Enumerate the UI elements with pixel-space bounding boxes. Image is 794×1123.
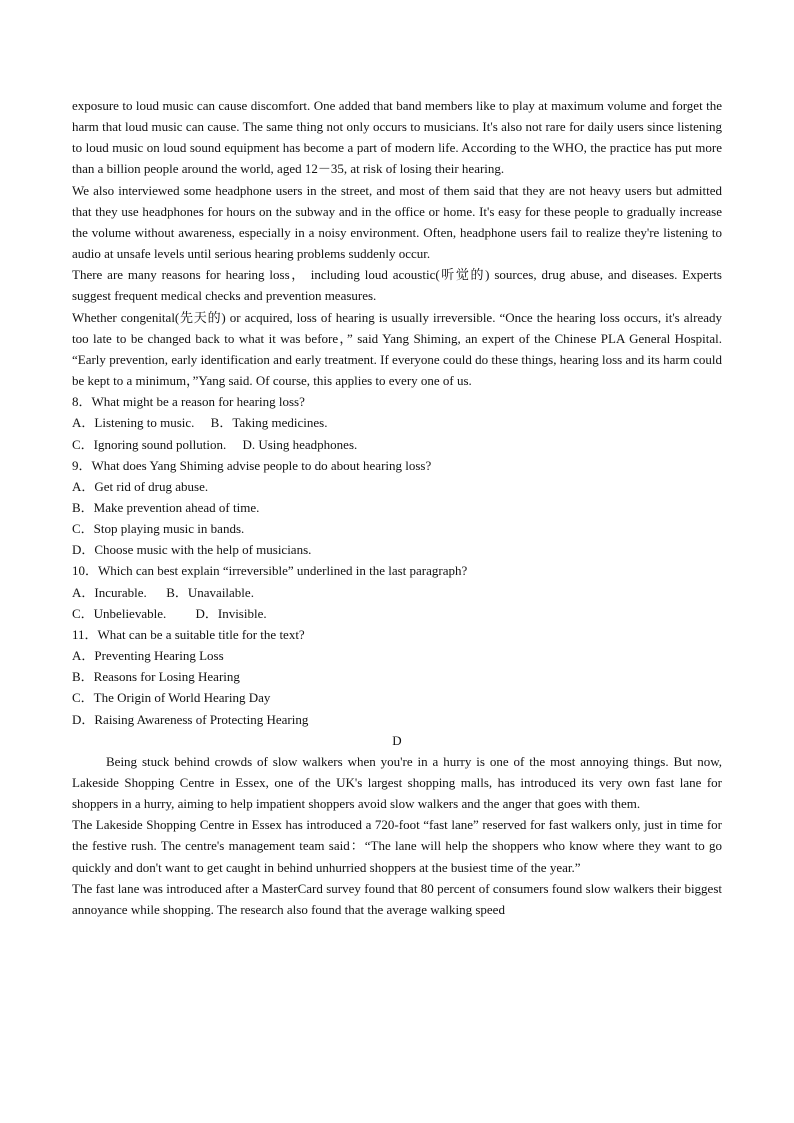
- question-stem: 8．What might be a reason for hearing loss?: [72, 394, 305, 410]
- question-10: [72, 560, 722, 623]
- passage-c-paragraph-4: Whether congenital(先天的) or acquired, loss of hearing is usually irreversible. “Once the hearing loss occurs, it's already too late to be changed back to what it was before，” said Yang Shiming, an expert of the Chinese PLA General Hospital. “Early prevention, early identification and early treatment. If everyone could do these things, hearing loss and its harm could be kept to a minimum，”Yang said. Of course, this applies to every one of us.: [72, 309, 722, 389]
- question-stem: 10．Which can best explain “irreversible” underlined in the last paragraph?: [72, 563, 468, 579]
- question-9: [72, 455, 722, 561]
- option-line: C．Ignoring sound pollution. D. Using headphones.: [72, 436, 358, 452]
- option-line: D．Choose music with the help of musicians.: [72, 542, 312, 558]
- passage-d-heading: D: [392, 732, 402, 748]
- passage-c-paragraph-1: exposure to loud music can cause discomfort. One added that band members like to play at maximum volume and forget the harm that loud music can cause. The same thing not only occurs to musicians. It's also not rare for daily users since listening to loud music on loud sound equipment has become a part of modern life. According to the WHO, the practice has put more than a billion people around the world, aged 12－35, at risk of losing their hearing.: [72, 98, 722, 177]
- option-line: D．Raising Awareness of Protecting Hearing: [72, 711, 309, 727]
- passage-c-paragraph-3: There are many reasons for hearing loss， including loud acoustic(听觉的) sources, drug abuse, and diseases. Experts suggest frequent medical checks and prevention measures.: [72, 267, 722, 304]
- passage-c-paragraph-2: We also interviewed some headphone users in the street, and most of them said that they are not heavy users but admitted that they use headphones for hours on the subway and in the office or home. It's easy for these people to gradually increase the volume without awareness, especially in a noisy environment. Often, headphone users fail to realize they're listening to audio at unsafe levels until serious hearing problems suddenly occur.: [72, 182, 722, 262]
- question-11: [72, 624, 722, 730]
- option-line: B．Reasons for Losing Hearing: [72, 669, 240, 685]
- question-stem: 9．What does Yang Shiming advise people to do about hearing loss?: [72, 457, 432, 473]
- option-line: C．The Origin of World Hearing Day: [72, 690, 271, 706]
- question-8: [72, 391, 722, 454]
- option-line: A．Get rid of drug abuse.: [72, 478, 209, 494]
- option-line: C．Stop playing music in bands.: [72, 521, 245, 537]
- exam-page: [72, 95, 722, 920]
- option-line: C．Unbelievable. D．Invisible.: [72, 605, 267, 621]
- passage-d-paragraph-2: The Lakeside Shopping Centre in Essex has introduced a 720-foot “fast lane” reserved for fast walkers only, just in time for the festive rush. The centre's management team said：“The lane will help the shoppers who know where they want to go quickly and don't want to get caught in behind unhurried shoppers at the busiest time of the year.”: [72, 817, 722, 875]
- passage-d-paragraph-1: Being stuck behind crowds of slow walkers when you're in a hurry is one of the most annoying things. But now, Lakeside Shopping Centre in Essex, one of the UK's largest shopping malls, has introduced its very own fast lane for shoppers in a hurry, aiming to help impatient shoppers avoid slow walkers and the anger that goes with them.: [72, 753, 722, 812]
- question-stem: 11．What can be a suitable title for the text?: [72, 626, 305, 642]
- option-line: A．Preventing Hearing Loss: [72, 648, 224, 664]
- option-line: A．Listening to music. B．Taking medicines.: [72, 415, 328, 431]
- option-line: B．Make prevention ahead of time.: [72, 499, 260, 515]
- option-line: A．Incurable. B．Unavailable.: [72, 584, 254, 600]
- passage-d-paragraph-3: The fast lane was introduced after a MasterCard survey found that 80 percent of consumers found slow walkers their biggest annoyance while shopping. The research also found that the average walking speed: [72, 880, 722, 917]
